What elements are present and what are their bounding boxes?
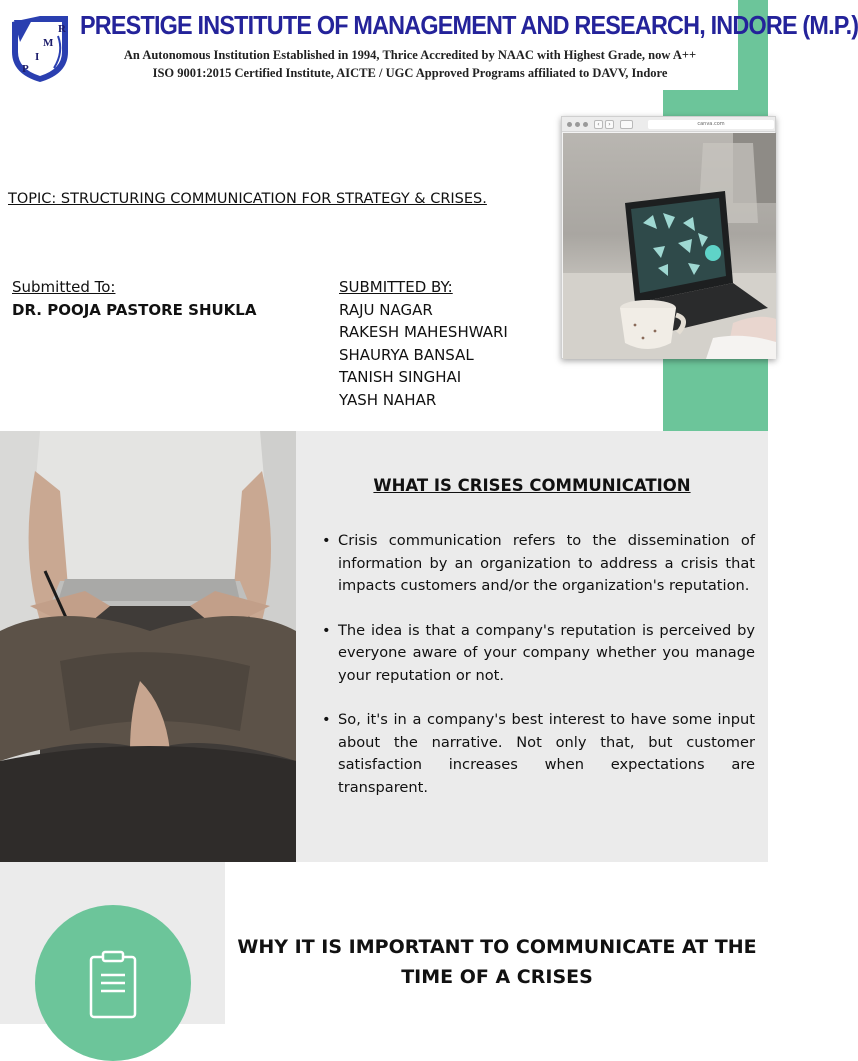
crisis-section-heading: WHAT IS CRISES COMMUNICATION bbox=[373, 476, 691, 495]
importance-heading-line2: TIME OF A CRISES bbox=[401, 966, 593, 988]
svg-text:I: I bbox=[35, 51, 40, 63]
submitted-to-block bbox=[12, 276, 256, 321]
submitted-to-label: Submitted To: bbox=[12, 278, 116, 296]
submitted-by-block bbox=[339, 276, 508, 411]
window-dot-icon bbox=[583, 122, 588, 127]
man-with-tablet-photo bbox=[0, 431, 296, 862]
sidebar-icon bbox=[620, 120, 633, 129]
browser-url: canva.com bbox=[648, 120, 774, 129]
browser-toolbar bbox=[562, 117, 775, 132]
tablet-coffee-photo bbox=[563, 133, 776, 359]
window-dot-icon bbox=[575, 122, 580, 127]
list-item: • The idea is that a company's reputation is perceived by everyone aware of your company whether you manage your reputation or not. bbox=[322, 620, 755, 688]
importance-heading-line1: WHY IT IS IMPORTANT TO COMMUNICATE AT THE bbox=[237, 936, 757, 958]
list-item: • Crisis communication refers to the dissemination of information by an organization to address a crisis that impacts customers and/or the organization's reputation. bbox=[322, 530, 755, 598]
institute-logo bbox=[10, 12, 72, 84]
student-name: SHAURYA BANSAL bbox=[339, 345, 474, 364]
back-arrow-icon: ‹ bbox=[594, 120, 603, 129]
submitted-by-label: SUBMITTED BY: bbox=[339, 278, 453, 296]
svg-text:P: P bbox=[22, 63, 29, 75]
green-accent-bar-middle bbox=[663, 358, 768, 431]
man-with-tablet-illustration bbox=[0, 431, 296, 862]
forward-arrow-icon: › bbox=[605, 120, 614, 129]
institute-accreditation: An Autonomous Institution Established in 1994, Thrice Accredited by NAAC with Highest Grade, now A++ bbox=[123, 48, 697, 62]
clipboard-icon bbox=[89, 951, 137, 1019]
student-name: RAKESH MAHESHWARI bbox=[339, 323, 508, 341]
topic-title: TOPIC: STRUCTURING COMMUNICATION FOR STRATEGY & CRISES. bbox=[8, 191, 487, 207]
browser-frame-photo bbox=[561, 116, 776, 359]
importance-heading bbox=[232, 932, 762, 992]
tablet-coffee-illustration bbox=[563, 133, 776, 359]
student-name: RAJU NAGAR bbox=[339, 300, 433, 319]
crisis-communication-section bbox=[0, 431, 768, 862]
svg-text:R: R bbox=[58, 23, 66, 35]
svg-text:M: M bbox=[43, 37, 54, 49]
list-item: • So, it's in a company's best interest to have some input about the narrative. Not only that, but customer satisfaction increases when expectations are transparent. bbox=[322, 709, 755, 799]
student-name: YASH NAHAR bbox=[339, 390, 437, 409]
student-name: TANISH SINGHAI bbox=[339, 368, 462, 386]
importance-section bbox=[0, 862, 768, 1024]
submitted-to-name: DR. POOJA PASTORE SHUKLA bbox=[12, 300, 257, 319]
window-dot-icon bbox=[567, 122, 572, 127]
institute-header bbox=[0, 0, 858, 90]
icon-panel bbox=[0, 862, 225, 1024]
crisis-bullet-list bbox=[322, 530, 755, 821]
institute-certification: ISO 9001:2015 Certified Institute, AICTE / UGC Approved Programs affiliated to DAVV, Indore bbox=[152, 66, 668, 80]
institute-name: PRESTIGE INSTITUTE OF MANAGEMENT AND RESEARCH, INDORE (M.P.) bbox=[80, 10, 858, 40]
